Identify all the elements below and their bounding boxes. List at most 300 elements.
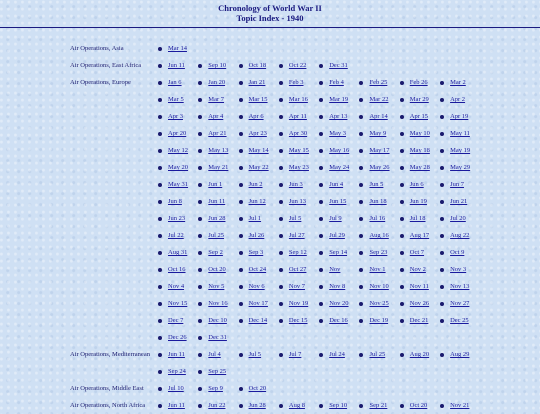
date-link[interactable]: Jul 1 — [248, 215, 262, 222]
bullet-icon — [400, 166, 404, 170]
date-list-item — [438, 278, 478, 295]
date-link[interactable]: Apr 20 — [168, 130, 187, 137]
date-link[interactable]: Dec 26 — [168, 334, 187, 341]
date-list-item — [277, 278, 317, 295]
date-link[interactable]: Jul 4 — [208, 351, 221, 358]
date-link[interactable]: Jul 5 — [288, 215, 302, 222]
date-link[interactable]: Nov 15 — [168, 300, 188, 307]
bullet-icon — [319, 200, 323, 204]
date-list-item — [317, 159, 357, 176]
date-list-item — [237, 227, 277, 244]
date-link[interactable]: Dec 31 — [329, 62, 348, 69]
date-list-item — [237, 91, 277, 108]
date-link[interactable]: Jun 22 — [208, 402, 226, 409]
bullet-icon — [319, 285, 323, 289]
date-link[interactable]: Oct 20 — [208, 266, 226, 273]
date-link[interactable]: Nov 8 — [329, 283, 346, 290]
date-link[interactable]: Mar 7 — [208, 96, 225, 103]
date-link[interactable]: Jul 24 — [329, 351, 345, 358]
bullet-icon — [239, 81, 243, 85]
date-link[interactable]: Apr 11 — [288, 113, 307, 120]
date-list-item — [156, 261, 196, 278]
bullet-icon — [359, 268, 363, 272]
date-link[interactable]: Jul 27 — [288, 232, 305, 239]
date-link[interactable]: Jun 3 — [288, 181, 303, 188]
date-link[interactable]: Sep 10 — [208, 62, 227, 69]
date-link[interactable]: Aug 17 — [409, 232, 430, 239]
date-link[interactable]: Sep 10 — [329, 402, 348, 409]
bullet-icon — [239, 217, 243, 221]
date-link[interactable]: Apr 19 — [450, 113, 469, 120]
date-link[interactable]: Jun 8 — [168, 198, 182, 205]
date-link[interactable]: Jan 21 — [248, 79, 266, 86]
bullet-icon — [158, 47, 162, 51]
date-link[interactable]: Sep 23 — [369, 249, 388, 256]
date-link[interactable]: Nov 20 — [329, 300, 349, 307]
date-link[interactable]: Jun 11 — [168, 351, 185, 358]
date-link[interactable]: Jun 15 — [329, 198, 347, 205]
date-link[interactable]: Jul 9 — [329, 215, 342, 222]
date-link[interactable]: Oct 16 — [168, 266, 186, 273]
date-link[interactable]: Jun 28 — [248, 402, 266, 409]
date-link[interactable]: Jun 19 — [409, 198, 427, 205]
bullet-icon — [239, 64, 243, 68]
date-list-item — [237, 142, 277, 159]
date-link[interactable]: Nov 4 — [168, 283, 185, 290]
bullet-icon — [239, 319, 243, 323]
bullet-icon — [198, 200, 202, 204]
date-list-item — [438, 125, 478, 142]
date-link[interactable]: Jun 28 — [208, 215, 226, 222]
date-link[interactable]: May 13 — [208, 147, 229, 154]
date-link[interactable]: Aug 16 — [369, 232, 389, 239]
date-link[interactable]: Dec 19 — [369, 317, 389, 324]
bullet-icon — [158, 268, 162, 272]
date-list-item — [317, 278, 357, 295]
bullet-icon — [239, 353, 243, 357]
date-link[interactable]: Apr 4 — [208, 113, 224, 120]
date-list-item — [398, 142, 438, 159]
date-link[interactable]: Dec 16 — [329, 317, 348, 324]
date-link[interactable]: May 19 — [450, 147, 471, 154]
date-link[interactable]: Feb 26 — [409, 79, 428, 86]
date-link[interactable]: Dec 21 — [409, 317, 429, 324]
bullet-icon — [440, 132, 444, 136]
date-list-item — [398, 176, 438, 193]
date-link[interactable]: May 24 — [329, 164, 350, 171]
bullet-icon — [319, 115, 323, 119]
bullet-icon — [158, 200, 162, 204]
date-list-item — [398, 261, 438, 278]
bullet-icon — [319, 353, 323, 357]
date-link[interactable]: Jun 13 — [288, 198, 307, 205]
bullet-icon — [279, 234, 283, 238]
bullet-icon — [400, 81, 404, 85]
date-list-item — [317, 142, 357, 159]
date-link[interactable]: Nov 21 — [450, 402, 470, 409]
date-link[interactable]: Oct 9 — [450, 249, 465, 256]
date-link[interactable]: Apr 6 — [248, 113, 264, 120]
date-list-item — [438, 91, 478, 108]
date-list-item — [317, 295, 357, 312]
date-link[interactable]: May 21 — [208, 164, 229, 171]
bullet-icon — [198, 166, 202, 170]
date-link[interactable]: May 11 — [450, 130, 470, 137]
date-link[interactable]: Oct 18 — [248, 62, 267, 69]
date-list-item — [357, 108, 397, 125]
date-list-item — [438, 397, 478, 414]
date-link[interactable]: Jul 18 — [409, 215, 426, 222]
date-list-item — [156, 278, 196, 295]
date-link[interactable]: Sep 21 — [369, 402, 388, 409]
date-list-item — [156, 312, 196, 329]
bullet-icon — [158, 251, 162, 255]
date-link[interactable]: Dec 31 — [208, 334, 227, 341]
date-list-item — [237, 193, 277, 210]
date-link[interactable]: May 29 — [450, 164, 471, 171]
date-link[interactable]: Dec 10 — [208, 317, 227, 324]
date-link[interactable]: Jun 21 — [450, 198, 468, 205]
bullet-icon — [279, 302, 283, 306]
date-link[interactable]: Jun 11 — [168, 402, 185, 409]
date-list-item — [277, 159, 317, 176]
date-link[interactable]: Mar 19 — [329, 96, 349, 103]
date-list-item — [317, 244, 357, 261]
date-link[interactable]: Jun 18 — [369, 198, 387, 205]
date-list-item — [196, 108, 236, 125]
date-link[interactable]: Nov 3 — [450, 266, 467, 273]
topic-list — [0, 40, 540, 414]
date-link[interactable]: Jul 5 — [248, 351, 262, 358]
date-list-item — [196, 329, 236, 346]
date-list-item — [357, 346, 397, 363]
date-link[interactable]: Nov 13 — [450, 283, 470, 290]
date-list-item — [196, 57, 236, 74]
date-link[interactable]: Jun 6 — [409, 181, 424, 188]
date-list-item — [398, 74, 438, 91]
bullet-icon — [198, 387, 202, 391]
date-link[interactable]: May 23 — [288, 164, 309, 171]
date-link[interactable]: May 14 — [248, 147, 269, 154]
topic-row — [0, 380, 540, 397]
date-link[interactable]: Nov 2 — [409, 266, 426, 273]
date-list-item — [156, 193, 196, 210]
date-link[interactable]: Dec 15 — [288, 317, 308, 324]
date-list — [156, 57, 501, 74]
date-list-item — [398, 91, 438, 108]
bullet-icon — [319, 132, 323, 136]
bullet-icon — [279, 149, 283, 153]
date-link[interactable]: Sep 24 — [168, 368, 186, 375]
date-link[interactable]: Apr 23 — [248, 130, 267, 137]
date-link[interactable]: Nov 17 — [248, 300, 268, 307]
bullet-icon — [239, 166, 243, 170]
date-link[interactable]: Dec 14 — [248, 317, 268, 324]
date-link[interactable]: Apr 3 — [168, 113, 183, 120]
date-link[interactable]: Sep 12 — [288, 249, 307, 256]
date-list-item — [357, 74, 397, 91]
date-list-item — [196, 380, 236, 397]
date-link[interactable]: Nov 7 — [288, 283, 305, 290]
bullet-icon — [440, 217, 444, 221]
date-link[interactable]: May 10 — [409, 130, 430, 137]
bullet-icon — [440, 81, 444, 85]
date-link[interactable]: Nov 5 — [208, 283, 225, 290]
date-link[interactable]: Aug 22 — [450, 232, 470, 239]
date-list-item — [317, 91, 357, 108]
date-link[interactable]: May 16 — [329, 147, 350, 154]
bullet-icon — [359, 200, 363, 204]
date-link[interactable]: Jun 11 — [168, 62, 185, 69]
date-link[interactable]: May 22 — [248, 164, 269, 171]
date-link[interactable]: Nov — [329, 266, 341, 273]
date-link[interactable]: Nov 6 — [248, 283, 265, 290]
bullet-icon — [359, 217, 363, 221]
bullet-icon — [239, 268, 243, 272]
date-list-item — [398, 244, 438, 261]
bullet-icon — [400, 183, 404, 187]
date-link[interactable]: Jul 25 — [369, 351, 386, 358]
date-list-item — [196, 125, 236, 142]
date-link[interactable]: Apr 2 — [450, 96, 466, 103]
topic-row — [0, 40, 540, 57]
date-link[interactable]: Nov 11 — [409, 283, 429, 290]
date-list-item — [156, 108, 196, 125]
date-list-item — [357, 176, 397, 193]
date-link[interactable]: Oct 27 — [288, 266, 307, 273]
date-link[interactable]: Jun 2 — [248, 181, 263, 188]
bullet-icon — [158, 404, 162, 408]
bullet-icon — [158, 387, 162, 391]
date-link[interactable]: Jul 22 — [168, 232, 184, 239]
bullet-icon — [359, 132, 363, 136]
bullet-icon — [319, 166, 323, 170]
date-link[interactable]: Mar 14 — [168, 45, 187, 52]
date-link[interactable]: Sep 14 — [329, 249, 348, 256]
date-list-item — [196, 295, 236, 312]
date-link[interactable]: Jun 4 — [329, 181, 344, 188]
date-link[interactable]: May 20 — [168, 164, 189, 171]
date-link[interactable]: Apr 30 — [288, 130, 308, 137]
bullet-icon — [198, 149, 202, 153]
date-link[interactable]: Nov 1 — [369, 266, 386, 273]
bullet-icon — [239, 98, 243, 102]
date-link[interactable]: May 9 — [369, 130, 387, 137]
date-list-item — [317, 176, 357, 193]
topic-label: Air Operations, Asia — [70, 45, 124, 52]
bullet-icon — [440, 285, 444, 289]
date-list — [156, 40, 501, 57]
bullet-icon — [158, 370, 162, 374]
date-list-item — [438, 210, 478, 227]
bullet-icon — [198, 404, 202, 408]
date-link[interactable]: Oct 7 — [409, 249, 425, 256]
date-link[interactable]: Nov 27 — [450, 300, 470, 307]
date-link[interactable]: May 18 — [409, 147, 430, 154]
date-list-item — [196, 227, 236, 244]
date-link[interactable]: Jul 26 — [248, 232, 265, 239]
date-link[interactable]: Feb 3 — [288, 79, 304, 86]
date-list-item — [196, 397, 236, 414]
date-link[interactable]: Mar 15 — [248, 96, 268, 103]
date-list-item — [317, 74, 357, 91]
topic-label: Air Operations, Middle East — [70, 385, 144, 392]
topic-row — [0, 397, 540, 414]
bullet-icon — [400, 200, 404, 204]
date-link[interactable]: Jul 29 — [329, 232, 345, 239]
date-list-item — [317, 312, 357, 329]
date-link[interactable]: May 28 — [409, 164, 430, 171]
bullet-icon — [400, 149, 404, 153]
date-link[interactable]: May 15 — [288, 147, 309, 154]
date-link[interactable]: Apr 14 — [369, 113, 388, 120]
bullet-icon — [440, 404, 444, 408]
bullet-icon — [279, 115, 283, 119]
date-link[interactable]: Dec 7 — [168, 317, 184, 324]
bullet-icon — [440, 183, 444, 187]
date-list-item — [438, 244, 478, 261]
date-link[interactable]: May 12 — [168, 147, 189, 154]
bullet-icon — [158, 166, 162, 170]
bullet-icon — [319, 183, 323, 187]
bullet-icon — [319, 319, 323, 323]
date-list-item — [156, 74, 196, 91]
bullet-icon — [239, 285, 243, 289]
bullet-icon — [440, 149, 444, 153]
date-link[interactable]: Aug 29 — [450, 351, 470, 358]
date-link[interactable]: Nov 26 — [409, 300, 430, 307]
bullet-icon — [198, 370, 202, 374]
bullet-icon — [400, 115, 404, 119]
bullet-icon — [239, 387, 243, 391]
bullet-icon — [158, 81, 162, 85]
date-link[interactable]: Jul 25 — [208, 232, 225, 239]
date-link[interactable]: Mar 5 — [168, 96, 184, 103]
date-link[interactable]: Feb 25 — [369, 79, 388, 86]
date-link[interactable]: Jul 10 — [168, 385, 184, 392]
date-link[interactable]: Jun 1 — [208, 181, 223, 188]
date-list-item — [156, 176, 196, 193]
date-link[interactable]: Feb 4 — [329, 79, 344, 86]
date-link[interactable]: Oct 20 — [409, 402, 428, 409]
date-link[interactable]: Aug 31 — [168, 249, 188, 256]
topic-label: Air Operations, Mediterranean — [70, 351, 150, 358]
date-list-item — [277, 261, 317, 278]
date-link[interactable]: May 17 — [369, 147, 390, 154]
bullet-icon — [400, 132, 404, 136]
bullet-icon — [158, 234, 162, 238]
date-list-item — [398, 210, 438, 227]
date-link[interactable]: Dec 25 — [450, 317, 469, 324]
date-link[interactable]: Sep 9 — [208, 385, 223, 392]
date-link[interactable]: Jun 23 — [168, 215, 186, 222]
bullet-icon — [198, 98, 202, 102]
date-list-item — [438, 176, 478, 193]
date-list-item — [277, 346, 317, 363]
bullet-icon — [158, 285, 162, 289]
bullet-icon — [440, 319, 444, 323]
date-list-item — [357, 91, 397, 108]
date-link[interactable]: Nov 16 — [208, 300, 228, 307]
date-link[interactable]: Oct 20 — [248, 385, 267, 392]
date-list-item — [196, 312, 236, 329]
date-list-item — [398, 278, 438, 295]
date-link[interactable]: Oct 24 — [248, 266, 267, 273]
date-link[interactable]: Aug 8 — [288, 402, 305, 409]
date-list-item — [237, 295, 277, 312]
bullet-icon — [198, 268, 202, 272]
bullet-icon — [158, 217, 162, 221]
bullet-icon — [440, 268, 444, 272]
date-list-item — [196, 193, 236, 210]
bullet-icon — [198, 319, 202, 323]
date-list-item — [438, 227, 478, 244]
date-list-item — [317, 193, 357, 210]
bullet-icon — [440, 234, 444, 238]
date-link[interactable]: Nov 10 — [369, 283, 389, 290]
date-link[interactable]: May 26 — [369, 164, 390, 171]
date-list-item — [237, 125, 277, 142]
date-link[interactable]: Sep 2 — [208, 249, 223, 256]
bullet-icon — [400, 404, 404, 408]
date-list-item — [156, 244, 196, 261]
date-link[interactable]: May 31 — [168, 181, 189, 188]
date-link[interactable]: Jan 6 — [168, 79, 182, 86]
date-link[interactable]: Apr 15 — [409, 113, 429, 120]
date-link[interactable]: Apr 13 — [329, 113, 348, 120]
date-link[interactable]: Mar 22 — [369, 96, 389, 103]
date-link[interactable]: Jun 5 — [369, 181, 384, 188]
date-link[interactable]: Jul 20 — [450, 215, 466, 222]
bullet-icon — [440, 200, 444, 204]
date-list-item — [156, 57, 196, 74]
date-list-item — [237, 74, 277, 91]
bullet-icon — [158, 183, 162, 187]
date-link[interactable]: Oct 22 — [288, 62, 307, 69]
bullet-icon — [319, 98, 323, 102]
bullet-icon — [440, 98, 444, 102]
date-link[interactable]: Mar 2 — [450, 79, 466, 86]
date-link[interactable]: Mar 16 — [288, 96, 308, 103]
date-link[interactable]: Jun 12 — [248, 198, 266, 205]
date-link[interactable]: Jul 16 — [369, 215, 386, 222]
bullet-icon — [319, 149, 323, 153]
bullet-icon — [440, 353, 444, 357]
date-list-item — [277, 142, 317, 159]
date-link[interactable]: May 3 — [329, 130, 346, 137]
bullet-icon — [319, 404, 323, 408]
date-link[interactable]: Jan 20 — [208, 79, 226, 86]
date-list-item — [277, 74, 317, 91]
date-link[interactable]: Sep 3 — [248, 249, 264, 256]
date-list — [156, 346, 501, 380]
date-link[interactable]: Nov 19 — [288, 300, 309, 307]
bullet-icon — [239, 302, 243, 306]
topic-row — [0, 57, 540, 74]
date-link[interactable]: Jun 11 — [208, 198, 226, 205]
bullet-icon — [359, 285, 363, 289]
date-link[interactable]: Jun 7 — [450, 181, 464, 188]
date-link[interactable]: Aug 20 — [409, 351, 430, 358]
date-link[interactable]: Nov 25 — [369, 300, 389, 307]
date-link[interactable]: Apr 21 — [208, 130, 227, 137]
date-list-item — [317, 227, 357, 244]
date-link[interactable]: Mar 29 — [409, 96, 429, 103]
bullet-icon — [319, 217, 323, 221]
bullet-icon — [319, 251, 323, 255]
date-link[interactable]: Jul 7 — [288, 351, 302, 358]
date-link[interactable]: Sep 25 — [208, 368, 227, 375]
